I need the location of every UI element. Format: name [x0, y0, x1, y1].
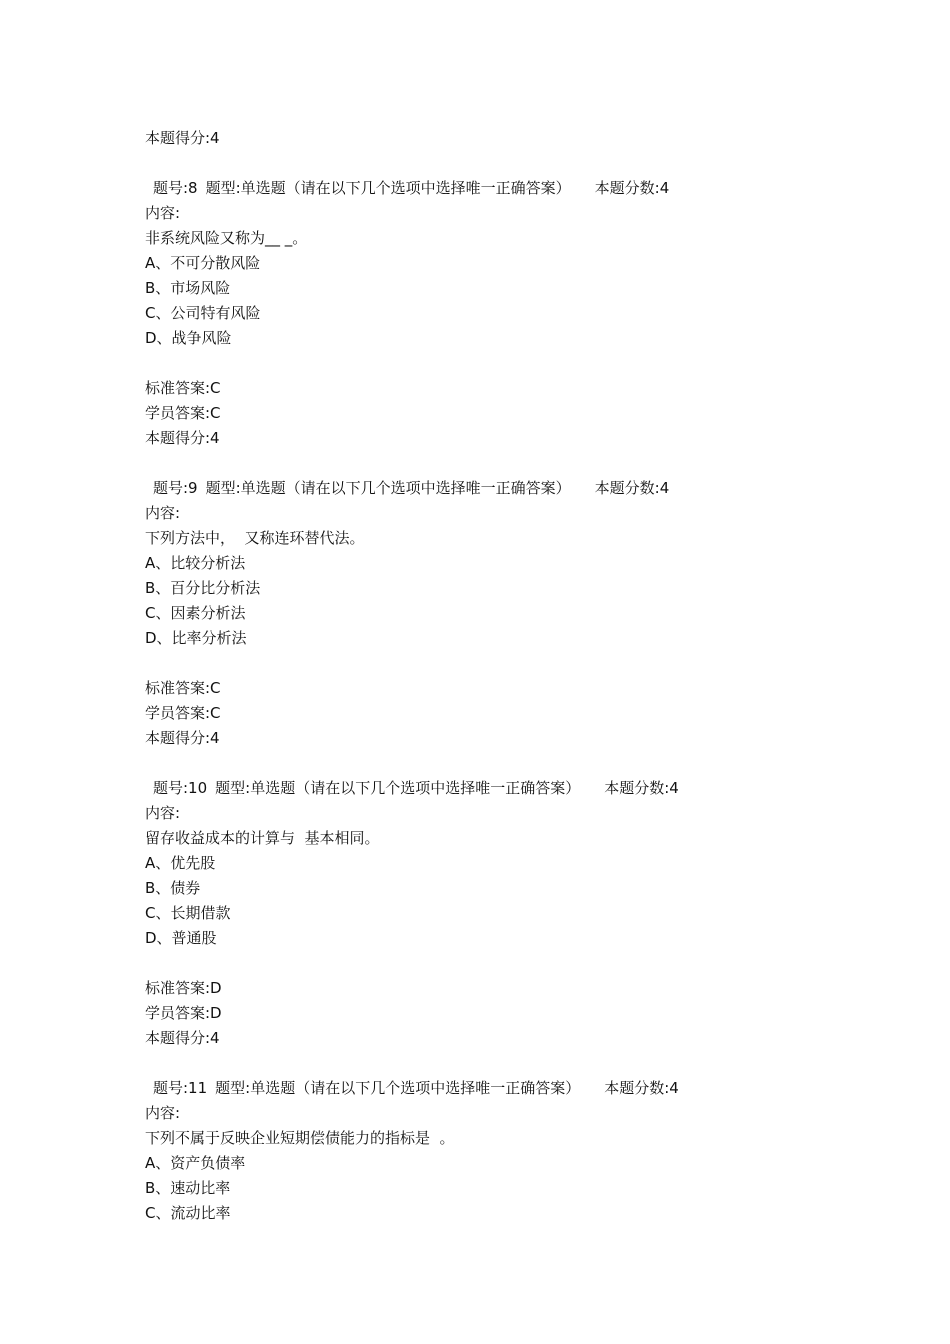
question-points: 本题分数:4: [604, 779, 679, 797]
option-c: C、长期借款: [145, 904, 231, 922]
question-number: 题号:9: [153, 479, 198, 497]
question-type: 题型:单选题（请在以下几个选项中选择唯一正确答案）: [215, 779, 581, 797]
option-c: C、流动比率: [145, 1204, 231, 1222]
option-b: B、市场风险: [145, 279, 231, 297]
option-a: A、资产负债率: [145, 1154, 246, 1172]
document-page: [145, 126, 765, 1226]
question-score: 本题得分:4: [145, 429, 220, 447]
question-stem: 留存收益成本的计算与 基本相同。: [145, 829, 380, 847]
option-a: A、比较分析法: [145, 554, 246, 572]
option-d: D、普通股: [145, 929, 217, 947]
standard-answer: 标准答案:D: [145, 979, 222, 997]
question-type: 题型:单选题（请在以下几个选项中选择唯一正确答案）: [205, 179, 571, 197]
question-points: 本题分数:4: [594, 479, 670, 497]
student-answer: 学员答案:D: [145, 1004, 222, 1022]
question-block: [145, 776, 765, 1076]
question-header: [145, 176, 765, 201]
previous-score: 本题得分:4: [145, 129, 220, 147]
question-block: [145, 1076, 765, 1226]
content-label: 内容:: [145, 804, 181, 822]
question-score: 本题得分:4: [145, 1029, 220, 1047]
option-a: A、不可分散风险: [145, 254, 261, 272]
question-stem: 下列方法中， 又称连环替代法。: [145, 529, 365, 547]
option-d: D、比率分析法: [145, 629, 247, 647]
standard-answer: 标准答案:C: [145, 679, 221, 697]
question-type: 题型:单选题（请在以下几个选项中选择唯一正确答案）: [205, 479, 571, 497]
option-b: B、百分比分析法: [145, 579, 261, 597]
content-label: 内容:: [145, 504, 181, 522]
question-number: 题号:8: [153, 179, 198, 197]
question-header: [145, 1076, 765, 1101]
option-c: C、公司特有风险: [145, 304, 261, 322]
option-b: B、债券: [145, 879, 201, 897]
question-block: [145, 176, 765, 476]
option-c: C、因素分析法: [145, 604, 246, 622]
content-label: 内容:: [145, 1104, 181, 1122]
question-stem: 非系统风险又称为__ _。: [145, 229, 308, 247]
standard-answer: 标准答案:C: [145, 379, 221, 397]
option-a: A、优先股: [145, 854, 216, 872]
question-number: 题号:11: [153, 1079, 208, 1097]
question-score: 本题得分:4: [145, 729, 220, 747]
content-label: 内容:: [145, 204, 181, 222]
question-header: [145, 776, 765, 801]
question-type: 题型:单选题（请在以下几个选项中选择唯一正确答案）: [215, 1079, 581, 1097]
student-answer: 学员答案:C: [145, 404, 221, 422]
question-stem: 下列不属于反映企业短期偿债能力的指标是 。: [145, 1129, 455, 1147]
question-block: [145, 476, 765, 776]
option-d: D、战争风险: [145, 329, 232, 347]
question-number: 题号:10: [153, 779, 208, 797]
question-header: [145, 476, 765, 501]
option-b: B、速动比率: [145, 1179, 231, 1197]
question-points: 本题分数:4: [594, 179, 670, 197]
question-points: 本题分数:4: [604, 1079, 679, 1097]
student-answer: 学员答案:C: [145, 704, 221, 722]
